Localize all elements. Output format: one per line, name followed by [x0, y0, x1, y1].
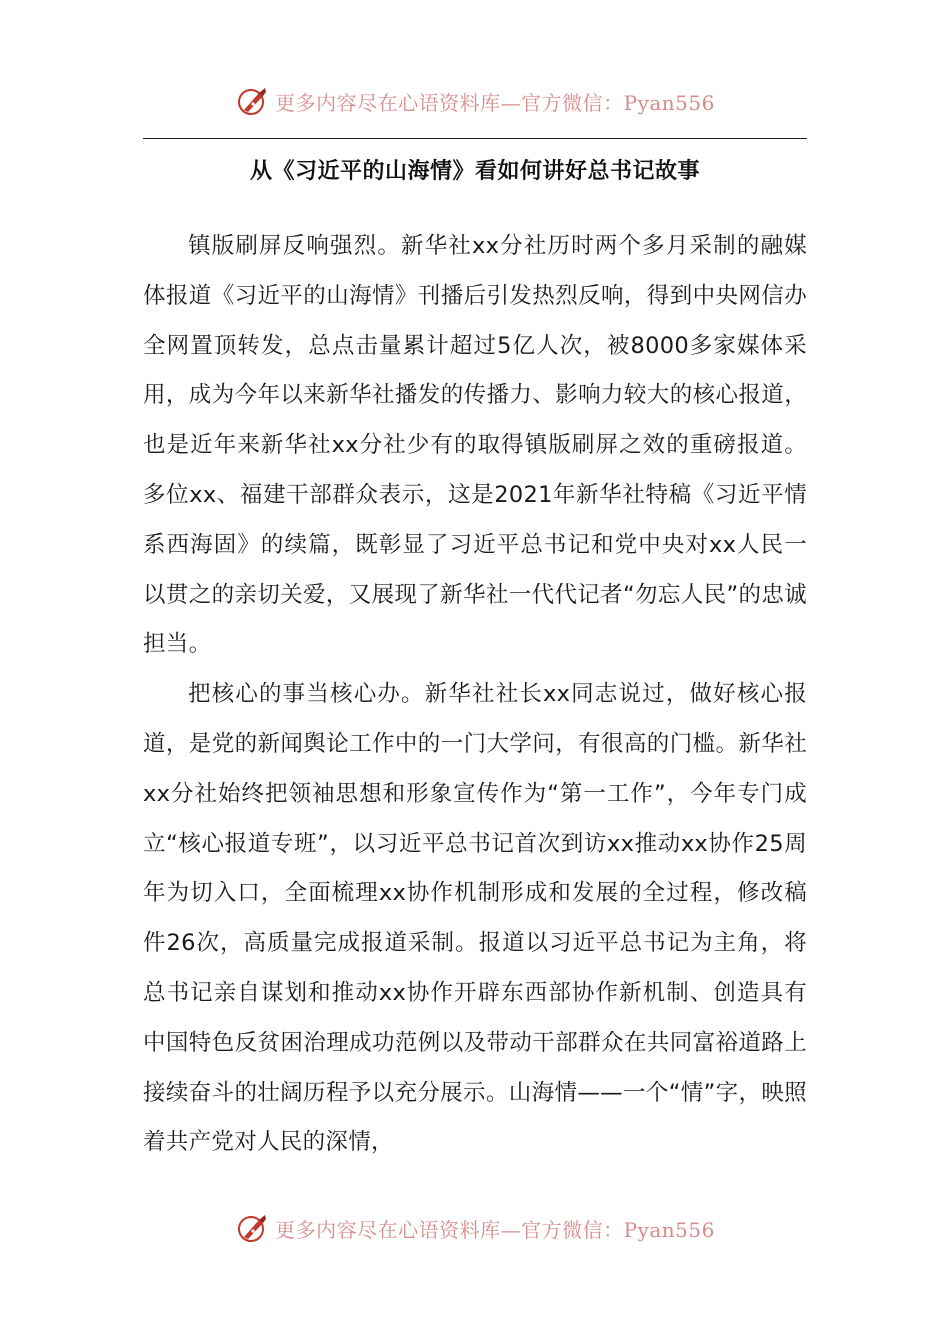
header-watermark-banner: [0, 84, 950, 124]
header-watermark-text: 更多内容尽在心语资料库—官方微信：Pyan556: [275, 90, 715, 115]
document-title: 从《习近平的山海情》看如何讲好总书记故事: [249, 159, 700, 184]
footer-watermark-banner: [0, 1211, 950, 1251]
body-paragraph: 把核心的事当核心办。新华社社长xx同志说过，做好核心报道，是党的新闻舆论工作中的一门大学问，有很高的门槛。新华社xx分社始终把领袖思想和形象宣传作为“第一工作”，今年专门成立“核心报道专班”，以习近平总书记首次到访xx推动xx协作25周年为切入口，全面梳理xx协作机制形成和发展的全过程，修改稿件26次，高质量完成报道采制。报道以习近平总书记为主角，将总书记亲自谋划和推动xx协作开辟东西部协作新机制、创造具有中国特色反贫困治理成功范例以及带动干部群众在共同富裕道路上接续奋斗的壮阔历程予以充分展示。山海情——一个“情”字，映照着共产党对人民的深情，: [143, 681, 807, 1156]
footer-watermark-text: 更多内容尽在心语资料库—官方微信：Pyan556: [275, 1217, 715, 1242]
document-body: [143, 222, 807, 1168]
body-paragraph: 镇版刷屏反响强烈。新华社xx分社历时两个多月采制的融媒体报道《习近平的山海情》刊播后引发热烈反响，得到中央网信办全网置顶转发，总点击量累计超过5亿人次，被8000多家媒体采用，成为今年以来新华社播发的传播力、影响力较大的核心报道，也是近年来新华社xx分社少有的取得镇版刷屏之效的重磅报道。多位xx、福建干部群众表示，这是2021年新华社特稿《习近平情系西海固》的续篇，既彰显了习近平总书记和党中央对xx人民一以贯之的亲切关爱，又展现了新华社一代代记者“勿忘人民”的忠诚担当。: [143, 233, 807, 658]
header-divider: [143, 138, 807, 139]
pen-nib-logo-icon: [235, 1211, 269, 1245]
pen-nib-logo-icon: [235, 84, 269, 118]
